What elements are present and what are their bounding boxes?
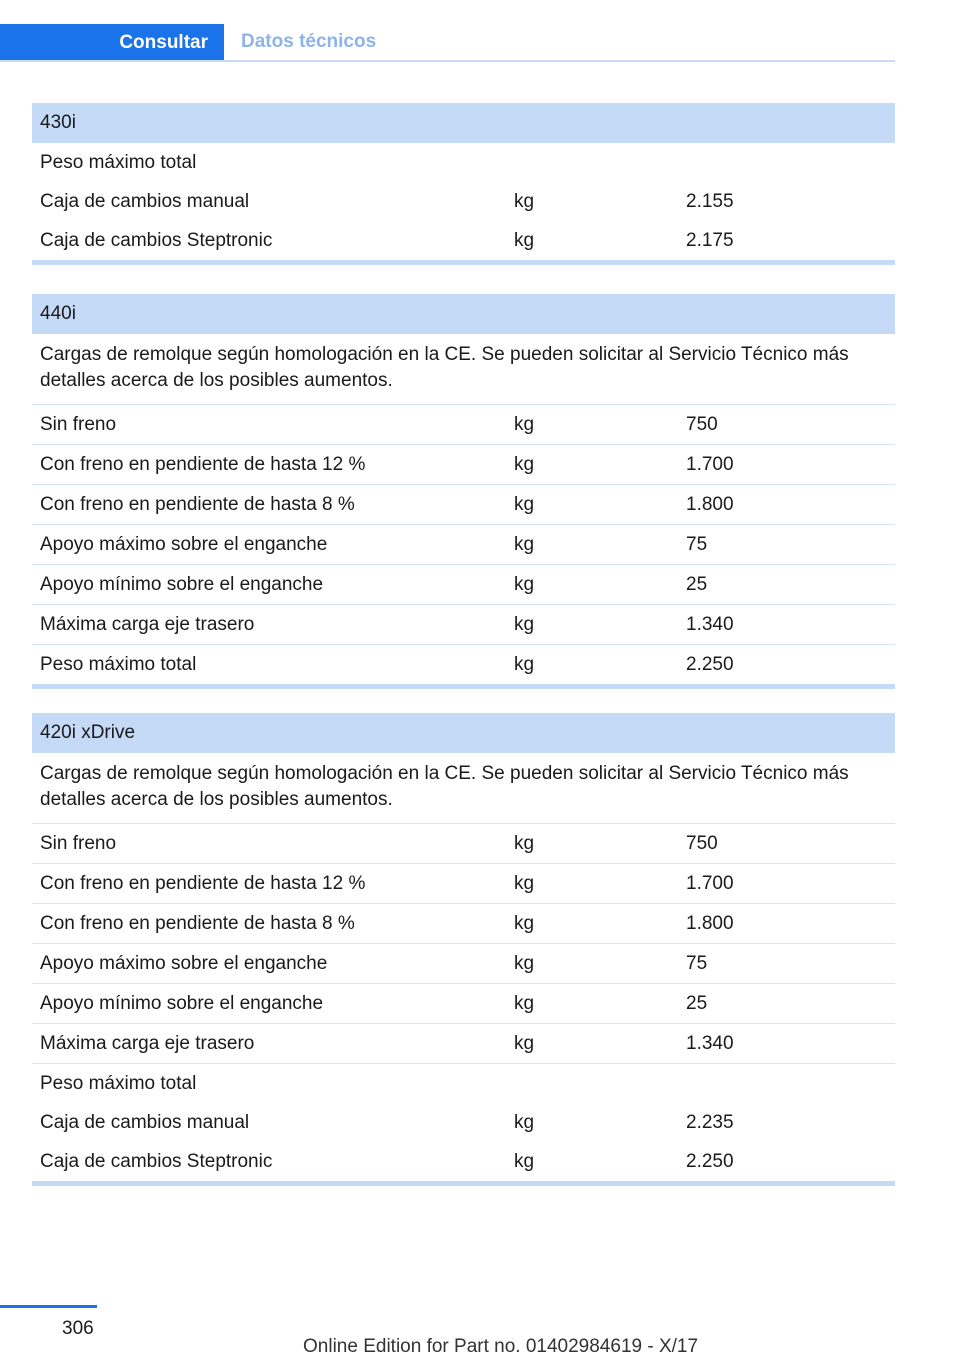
row-value: 1.700 [686,872,734,894]
row-label: Apoyo mínimo sobre el enganche [40,573,324,595]
row-value: 2.235 [686,1111,734,1133]
row-value: 75 [686,533,708,555]
row-label: Apoyo máximo sobre el enganche [40,533,328,555]
row-value: 750 [686,413,718,435]
page-number: 306 [62,1318,94,1339]
row-label: Con freno en pendiente de hasta 8 % [40,912,355,934]
row-label: Sin freno [40,832,117,854]
row-label: Peso máximo total [40,653,197,675]
row-value: 75 [686,952,708,974]
row-unit: kg [514,1111,535,1133]
header-divider [0,60,895,62]
tab-datos-tecnicos[interactable]: Datos técnicos [241,31,377,52]
row-label: Caja de cambios Steptronic [40,229,273,251]
row-label: Apoyo mínimo sobre el enganche [40,992,324,1014]
page-number-rule [0,1305,97,1308]
row-unit: kg [514,1150,535,1172]
row-label: Peso máximo total [40,1072,197,1094]
row-unit: kg [514,992,535,1014]
row-label: Con freno en pendiente de hasta 12 % [40,872,366,894]
row-unit: kg [514,533,535,555]
table-title: 430i [32,103,895,143]
table-row [32,983,895,1023]
row-unit: kg [514,653,535,675]
row-label: Sin freno [40,413,117,435]
table-note: Cargas de remolque según homologación en la CE. Se pueden solicitar al Servicio Técnico más detalles acerca de los posibles aumentos. [40,763,849,810]
table-row [32,863,895,903]
table-row [32,644,895,684]
row-label: Máxima carga eje trasero [40,613,255,635]
row-value: 750 [686,832,718,854]
row-label: Peso máximo total [40,151,197,173]
table-title: 440i [32,294,895,334]
row-unit: kg [514,229,535,251]
online-edition-note: Online Edition for Part no. 01402984619 - X/17 [303,1336,699,1357]
table-row [32,143,895,182]
table-row [32,903,895,943]
table-row [32,404,895,444]
table-footer-bar [32,260,895,265]
table-footer-bar [32,684,895,689]
tab-consultar[interactable]: Consultar [0,24,224,62]
table-420i-xdrive [32,713,895,1186]
row-unit: kg [514,613,535,635]
row-value: 2.175 [686,229,734,251]
table-row [32,1103,895,1142]
table-row [32,1142,895,1181]
table-row [32,182,895,221]
row-unit: kg [514,832,535,854]
row-label: Máxima carga eje trasero [40,1032,255,1054]
row-value: 1.800 [686,493,734,515]
row-value: 2.250 [686,1150,734,1172]
row-value: 1.800 [686,912,734,934]
row-unit: kg [514,912,535,934]
row-value: 1.700 [686,453,734,475]
row-value: 2.155 [686,190,734,212]
table-440i [32,294,895,689]
table-row [32,524,895,564]
table-row [32,444,895,484]
row-label: Caja de cambios manual [40,1111,250,1133]
table-title: 420i xDrive [32,713,895,753]
row-label: Caja de cambios Steptronic [40,1150,273,1172]
row-label: Con freno en pendiente de hasta 12 % [40,453,366,475]
row-unit: kg [514,1032,535,1054]
row-value: 1.340 [686,1032,734,1054]
row-unit: kg [514,190,535,212]
row-label: Caja de cambios manual [40,190,250,212]
page-header [0,24,895,62]
table-row [32,564,895,604]
row-unit: kg [514,493,535,515]
row-unit: kg [514,573,535,595]
row-unit: kg [514,872,535,894]
row-unit: kg [514,952,535,974]
table-row [32,823,895,863]
table-430i [32,103,895,265]
table-row [32,1063,895,1103]
table-note: Cargas de remolque según homologación en la CE. Se pueden solicitar al Servicio Técnico más detalles acerca de los posibles aumentos. [40,344,849,391]
row-label: Apoyo máximo sobre el enganche [40,952,328,974]
row-label: Con freno en pendiente de hasta 8 % [40,493,355,515]
table-row [32,221,895,260]
table-row [32,484,895,524]
row-unit: kg [514,413,535,435]
row-unit: kg [514,453,535,475]
table-row [32,604,895,644]
table-row [32,1023,895,1063]
table-row [32,943,895,983]
row-value: 2.250 [686,653,734,675]
table-footer-bar [32,1181,895,1186]
row-value: 25 [686,573,708,595]
row-value: 1.340 [686,613,734,635]
row-value: 25 [686,992,708,1014]
